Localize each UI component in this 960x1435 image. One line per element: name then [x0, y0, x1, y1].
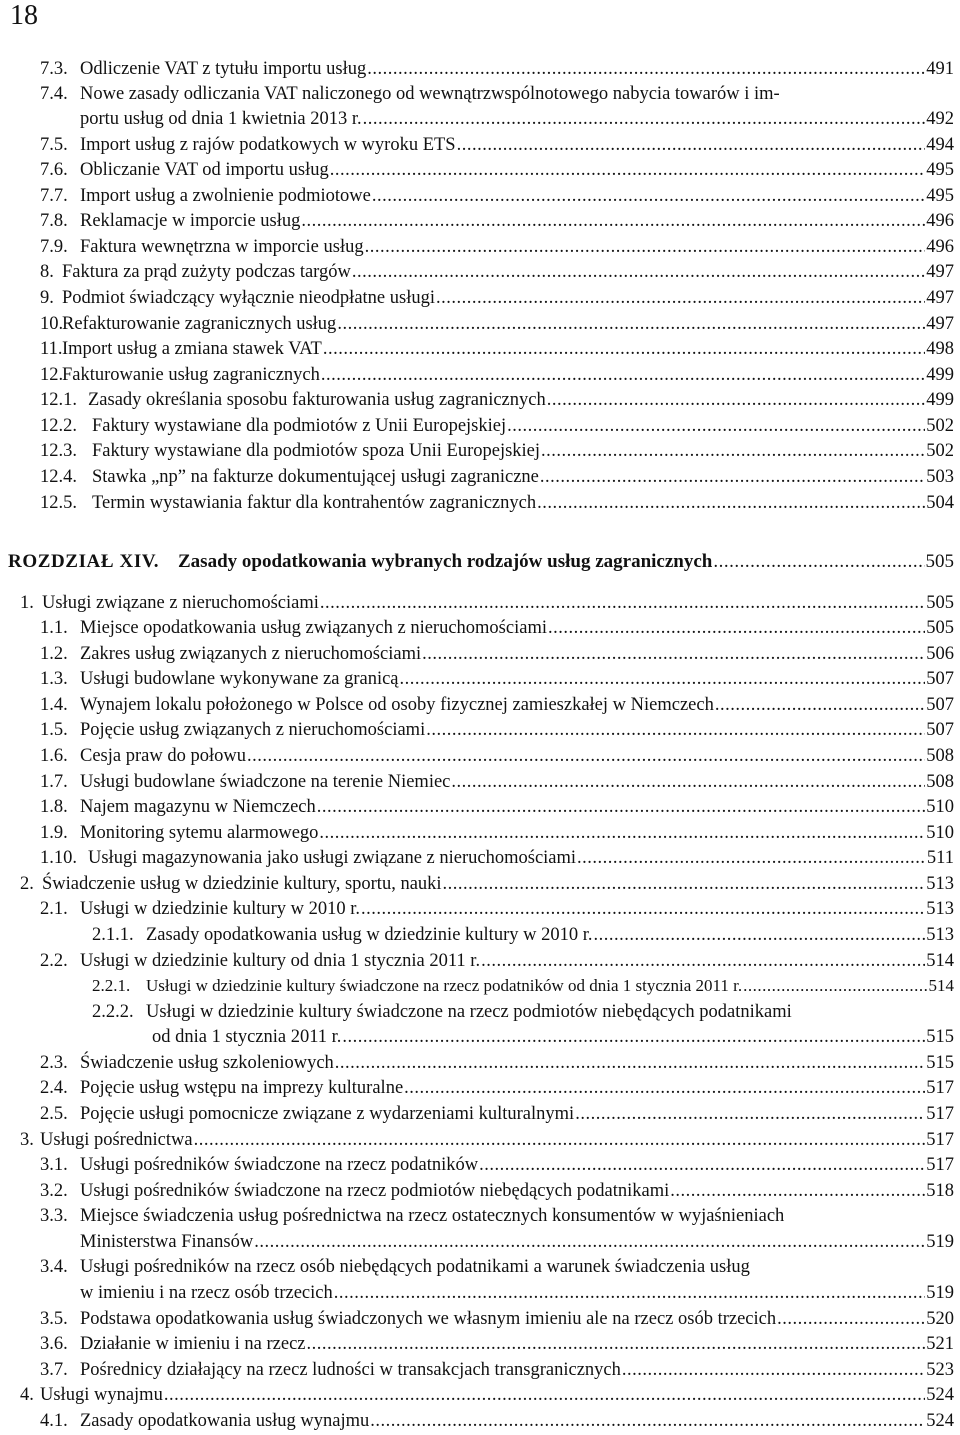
entry-number: 3.7. — [40, 1360, 68, 1380]
entry-number: 1.6. — [40, 746, 68, 766]
dot-leader — [547, 387, 926, 413]
entry-page-number: 506 — [926, 644, 954, 664]
toc-entry[interactable] — [0, 490, 960, 516]
toc-entry[interactable] — [0, 1075, 960, 1101]
dot-leader — [537, 490, 925, 516]
entry-title: Stawka „np” na fakturze dokumentującej usługi zagraniczne — [92, 467, 539, 487]
entry-page-number: 517 — [926, 1104, 954, 1124]
entry-page-number: 499 — [926, 365, 954, 385]
entry-number: 7.7. — [40, 186, 68, 206]
entry-number: 4. — [20, 1385, 34, 1405]
dot-leader — [481, 948, 925, 974]
entry-title: Cesja praw do połowu — [80, 746, 246, 766]
dot-leader — [321, 362, 925, 388]
entry-number: 7.4. — [40, 84, 68, 104]
entry-title: Zasady opodatkowania usług wynajmu — [80, 1411, 370, 1431]
toc-entry[interactable] — [0, 1331, 960, 1357]
dot-leader — [335, 1050, 925, 1076]
toc-entry[interactable] — [0, 922, 960, 948]
entry-number: 2.3. — [40, 1053, 68, 1073]
entry-number: 12.2. — [40, 416, 77, 436]
entry-number: 3.6. — [40, 1334, 68, 1354]
entry-number: 1.3. — [40, 669, 68, 689]
dot-leader — [443, 871, 926, 897]
entry-title: Pośrednicy działający na rzecz ludności w transakcjach transgranicznych — [80, 1360, 621, 1380]
dot-leader — [363, 106, 926, 132]
dot-leader — [436, 285, 925, 311]
entry-page-number: 513 — [926, 899, 954, 919]
entry-page-number: 523 — [926, 1360, 954, 1380]
dot-leader — [507, 413, 925, 439]
entry-title: Usługi wynajmu — [40, 1385, 163, 1405]
entry-title: Pojęcie usługi pomocnicze związane z wydarzeniami kulturalnymi — [80, 1104, 575, 1124]
entry-number: 7.8. — [40, 211, 68, 231]
entry-number: 1.5. — [40, 720, 68, 740]
entry-title: Pojęcie usług związanych z nieruchomościami — [80, 720, 426, 740]
entry-title: Odliczenie VAT z tytułu importu usług — [80, 59, 367, 79]
dot-leader — [451, 769, 925, 795]
entry-title: Miejsce świadczenia usług pośrednictwa na rzecz ostatecznych konsumentów w wyjaśnieniach — [80, 1206, 785, 1226]
entry-page-number: 495 — [926, 160, 954, 180]
entry-title: Zasady określania sposobu fakturowania usług zagranicznych — [88, 390, 546, 410]
entry-page-number: 514 — [928, 976, 954, 995]
toc-entry[interactable] — [0, 438, 960, 464]
entry-page-number: 508 — [926, 772, 954, 792]
dot-leader — [400, 666, 926, 692]
dot-leader — [577, 845, 926, 871]
entry-title: Wynajem lokalu położonego w Polsce od osoby fizycznej zamieszkałej w Niemczech — [80, 695, 714, 715]
entry-page-number: 504 — [926, 493, 954, 513]
toc-entry[interactable] — [0, 1178, 960, 1204]
entry-number: 7.5. — [40, 135, 68, 155]
entry-title: Podmiot świadczący wyłącznie nieodpłatne usługi — [62, 288, 435, 308]
entry-title: Ministerstwa Finansów — [80, 1232, 254, 1252]
entry-page-number: 515 — [926, 1053, 954, 1073]
dot-leader — [622, 1357, 925, 1383]
entry-number: 2.1.1. — [92, 925, 134, 945]
entry-number: 4.1. — [40, 1411, 68, 1431]
toc-entry[interactable] — [0, 1152, 960, 1178]
entry-title: Usługi związane z nieruchomościami — [42, 593, 319, 613]
entry-number: 11. — [40, 339, 63, 359]
entry-title: Termin wystawiania faktur dla kontrahentów zagranicznych — [92, 493, 537, 513]
entry-page-number: 505 — [925, 551, 954, 572]
dot-leader — [670, 1178, 925, 1204]
entry-number: 1.9. — [40, 823, 68, 843]
dot-leader — [323, 336, 925, 362]
entry-number: 1.7. — [40, 772, 68, 792]
dot-leader — [540, 464, 925, 490]
dot-leader — [330, 157, 926, 183]
toc-entry[interactable] — [0, 845, 960, 871]
entry-page-number: 511 — [926, 848, 954, 868]
entry-page-number: 497 — [926, 314, 954, 334]
toc-entry[interactable] — [0, 896, 960, 922]
entry-page-number: 521 — [926, 1334, 954, 1354]
toc-entry[interactable] — [0, 336, 960, 362]
dot-leader — [247, 743, 925, 769]
entry-page-number: 507 — [926, 720, 954, 740]
entry-page-number: 510 — [926, 797, 954, 817]
entry-number: 1. — [20, 593, 34, 613]
entry-title: Usługi pośredników świadczone na rzecz podmiotów niebędących podatnikami — [80, 1181, 670, 1201]
entry-number: 2.1. — [40, 899, 68, 919]
toc-entry[interactable] — [0, 999, 960, 1025]
entry-page-number: 519 — [926, 1232, 954, 1252]
dot-leader — [342, 1024, 925, 1050]
entry-title: w imieniu i na rzecz osób trzecich — [80, 1283, 333, 1303]
entry-title: Świadczenie usług w dziedzinie kultury, sportu, nauki — [42, 874, 442, 894]
dot-leader — [713, 549, 924, 575]
entry-title: portu usług od dnia 1 kwietnia 2013 r. — [80, 109, 362, 129]
entry-number: 7.9. — [40, 237, 68, 257]
toc-entry[interactable] — [0, 590, 960, 616]
dot-leader — [319, 820, 925, 846]
dot-leader — [301, 208, 925, 234]
entry-page-number: 505 — [926, 593, 954, 613]
entry-page-number: 494 — [926, 135, 954, 155]
dot-leader — [777, 1306, 925, 1332]
entry-page-number: 497 — [926, 288, 954, 308]
dot-leader — [164, 1382, 925, 1408]
entry-page-number: 510 — [926, 823, 954, 843]
entry-title: od dnia 1 stycznia 2011 r. — [152, 1027, 342, 1047]
toc-entry[interactable] — [0, 948, 960, 974]
entry-title: Reklamacje w imporcie usług — [80, 211, 301, 231]
entry-title: Usługi pośredników świadczone na rzecz podatników — [80, 1155, 479, 1175]
entry-number: 2.5. — [40, 1104, 68, 1124]
entry-title: Usługi w dziedzinie kultury od dnia 1 stycznia 2011 r. — [80, 951, 481, 971]
entry-title: Miejsce opodatkowania usług związanych z nieruchomościami — [80, 618, 547, 638]
toc-entry[interactable] — [0, 1408, 960, 1434]
entry-title: Usługi w dziedzinie kultury w 2010 r. — [80, 899, 361, 919]
entry-title: Zasady opodatkowania wybranych rodzajów usług zagranicznych — [178, 551, 713, 572]
toc-entry[interactable] — [0, 132, 960, 158]
toc-entry[interactable] — [0, 157, 960, 183]
toc-entry[interactable] — [0, 1024, 960, 1050]
dot-leader — [426, 717, 925, 743]
entry-page-number: 507 — [926, 669, 954, 689]
toc-entry[interactable] — [0, 820, 960, 846]
dot-leader — [365, 234, 926, 260]
toc-entry[interactable] — [0, 362, 960, 388]
entry-page-number: 491 — [926, 59, 954, 79]
dot-leader — [479, 1152, 925, 1178]
toc-entry[interactable] — [0, 1254, 960, 1280]
entry-page-number: 515 — [926, 1027, 954, 1047]
dot-leader — [404, 1075, 925, 1101]
dot-leader — [367, 56, 925, 82]
toc-entry[interactable] — [0, 717, 960, 743]
entry-number: 2.4. — [40, 1078, 68, 1098]
entry-page-number: 524 — [926, 1411, 954, 1431]
dot-leader — [320, 590, 925, 616]
entry-number: 3.4. — [40, 1257, 68, 1277]
toc-entry[interactable] — [0, 973, 960, 999]
entry-title: Usługi w dziedzinie kultury świadczone na rzecz podatników od dnia 1 stycznia 2011 r. — [146, 976, 743, 995]
toc-entry[interactable] — [0, 413, 960, 439]
dot-leader — [541, 438, 925, 464]
dot-leader — [317, 794, 925, 820]
entry-title: Refakturowanie zagranicznych usług — [62, 314, 337, 334]
toc-entry[interactable] — [0, 692, 960, 718]
entry-number: 1.1. — [40, 618, 68, 638]
chapter-heading[interactable] — [0, 549, 960, 575]
dot-leader — [254, 1229, 925, 1255]
toc-entry[interactable] — [0, 1382, 960, 1408]
entry-page-number: 502 — [926, 416, 954, 436]
dot-leader — [337, 311, 925, 337]
entry-number: 7.6. — [40, 160, 68, 180]
toc-entry[interactable] — [0, 1101, 960, 1127]
toc-entry[interactable] — [0, 1203, 960, 1229]
toc-entry[interactable] — [0, 234, 960, 260]
entry-title: Obliczanie VAT od importu usług — [80, 160, 329, 180]
entry-page-number: 514 — [926, 951, 954, 971]
toc-entry[interactable] — [0, 794, 960, 820]
entry-title: Import usług a zmiana stawek VAT — [62, 339, 322, 359]
entry-title: Fakturowanie usług zagranicznych — [62, 365, 320, 385]
toc-entry[interactable] — [0, 208, 960, 234]
toc-entry[interactable] — [0, 464, 960, 490]
toc-entry[interactable] — [0, 615, 960, 641]
entry-title: Usługi pośrednictwa — [40, 1130, 193, 1150]
entry-title: Pojęcie usług wstępu na imprezy kulturalne — [80, 1078, 404, 1098]
entry-title: Faktura za prąd zużyty podczas targów — [62, 262, 351, 282]
entry-page-number: 518 — [926, 1181, 954, 1201]
entry-title: Nowe zasady odliczania VAT naliczonego od wewnątrzwspólnotowego nabycia towarów i im- — [80, 84, 780, 104]
entry-number: 12.5. — [40, 493, 77, 513]
entry-page-number: 505 — [926, 618, 954, 638]
entry-page-number: 520 — [926, 1309, 954, 1329]
entry-page-number: 502 — [926, 441, 954, 461]
toc-entry[interactable] — [0, 285, 960, 311]
entry-page-number: 496 — [926, 211, 954, 231]
entry-page-number: 517 — [926, 1130, 954, 1150]
toc-entry[interactable] — [0, 666, 960, 692]
entry-number: 1.2. — [40, 644, 68, 664]
dot-leader — [370, 1408, 925, 1434]
entry-page-number: 513 — [926, 925, 954, 945]
entry-title: Świadczenie usług szkoleniowych — [80, 1053, 334, 1073]
toc-entry[interactable] — [0, 56, 960, 82]
entry-number: 10. — [40, 314, 64, 334]
entry-number: 2.2.1. — [92, 976, 131, 995]
entry-page-number: 508 — [926, 746, 954, 766]
entry-title: Najem magazynu w Niemczech — [80, 797, 316, 817]
entry-page-number: 519 — [926, 1283, 954, 1303]
entry-title: Usługi budowlane wykonywane za granicą — [80, 669, 399, 689]
entry-number: 1.4. — [40, 695, 68, 715]
toc-entry[interactable] — [0, 81, 960, 107]
entry-number: 12.1. — [40, 390, 77, 410]
dot-leader — [715, 692, 925, 718]
entry-number: 9. — [40, 288, 54, 308]
toc-entry[interactable] — [0, 641, 960, 667]
entry-title: Usługi budowlane świadczone na terenie Niemiec — [80, 772, 451, 792]
dot-leader — [575, 1101, 925, 1127]
page-number: 18 — [10, 0, 38, 31]
dot-leader — [548, 615, 925, 641]
toc-entry[interactable] — [0, 1127, 960, 1153]
entry-title: Zakres usług związanych z nieruchomościami — [80, 644, 422, 664]
entry-number: 3.1. — [40, 1155, 68, 1175]
toc-entry[interactable] — [0, 106, 960, 132]
entry-title: Import usług z rajów podatkowych w wyroku ETS — [80, 135, 456, 155]
entry-page-number: 495 — [926, 186, 954, 206]
dot-leader — [372, 183, 925, 209]
entry-number: 3.5. — [40, 1309, 68, 1329]
entry-title: Import usług a zwolnienie podmiotowe — [80, 186, 371, 206]
dot-leader — [593, 922, 925, 948]
entry-title: Monitoring sytemu alarmowego — [80, 823, 319, 843]
toc-entry[interactable] — [0, 183, 960, 209]
toc-entry[interactable] — [0, 1357, 960, 1383]
entry-number: 2. — [20, 874, 34, 894]
dot-leader — [307, 1331, 926, 1357]
entry-title: Faktury wystawiane dla podmiotów z Unii Europejskiej — [92, 416, 507, 436]
toc-entry[interactable] — [0, 743, 960, 769]
toc-entry[interactable] — [0, 1050, 960, 1076]
entry-page-number: 507 — [926, 695, 954, 715]
entry-page-number: 513 — [926, 874, 954, 894]
dot-leader — [352, 259, 925, 285]
entry-title: Usługi magazynowania jako usługi związane z nieruchomościami — [88, 848, 577, 868]
toc-entry[interactable] — [0, 769, 960, 795]
toc-entry[interactable] — [0, 1306, 960, 1332]
dot-leader — [457, 132, 926, 158]
entry-number: 3.2. — [40, 1181, 68, 1201]
entry-number: 12.4. — [40, 467, 77, 487]
entry-title: Działanie w imieniu i na rzecz — [80, 1334, 306, 1354]
toc-entry[interactable] — [0, 311, 960, 337]
entry-number: 8. — [40, 262, 54, 282]
entry-page-number: 499 — [926, 390, 954, 410]
entry-number: 3. — [20, 1130, 34, 1150]
dot-leader — [334, 1280, 926, 1306]
entry-title: Podstawa opodatkowania usług świadczonych we własnym imieniu ale na rzecz osób trzecich — [80, 1309, 777, 1329]
entry-page-number: 498 — [926, 339, 954, 359]
dot-leader — [361, 896, 925, 922]
entry-number: 3.3. — [40, 1206, 68, 1226]
dot-leader — [422, 641, 925, 667]
toc-entry[interactable] — [0, 1229, 960, 1255]
entry-page-number: 524 — [926, 1385, 954, 1405]
entry-number: 2.2. — [40, 951, 68, 971]
toc-entry[interactable] — [0, 259, 960, 285]
entry-page-number: 497 — [926, 262, 954, 282]
entry-page-number: 492 — [926, 109, 954, 129]
entry-title: Zasady opodatkowania usług w dziedzinie kultury w 2010 r. — [146, 925, 593, 945]
entry-page-number: 517 — [926, 1155, 954, 1175]
entry-title: Usługi w dziedzinie kultury świadczone na rzecz podmiotów niebędących podatnikami — [146, 1002, 792, 1022]
entry-title: Faktury wystawiane dla podmiotów spoza Unii Europejskiej — [92, 441, 541, 461]
entry-number: 12.3. — [40, 441, 77, 461]
dot-leader — [743, 973, 927, 999]
entry-number: 7.3. — [40, 59, 68, 79]
entry-page-number: 503 — [926, 467, 954, 487]
entry-title: Usługi pośredników na rzecz osób niebędących podatnikami a warunek świadczenia usług — [80, 1257, 750, 1277]
entry-page-number: 496 — [926, 237, 954, 257]
entry-number: 1.8. — [40, 797, 68, 817]
toc-entry[interactable] — [0, 871, 960, 897]
toc-entry[interactable] — [0, 1280, 960, 1306]
entry-number: 1.10. — [40, 848, 77, 868]
dot-leader — [194, 1127, 926, 1153]
entry-number: ROZDZIAŁ XIV. — [8, 551, 160, 572]
entry-page-number: 517 — [926, 1078, 954, 1098]
entry-title: Faktura wewnętrzna w imporcie usług — [80, 237, 364, 257]
entry-number: 2.2.2. — [92, 1002, 134, 1022]
toc-entry[interactable] — [0, 387, 960, 413]
entry-number: 12. — [40, 365, 64, 385]
